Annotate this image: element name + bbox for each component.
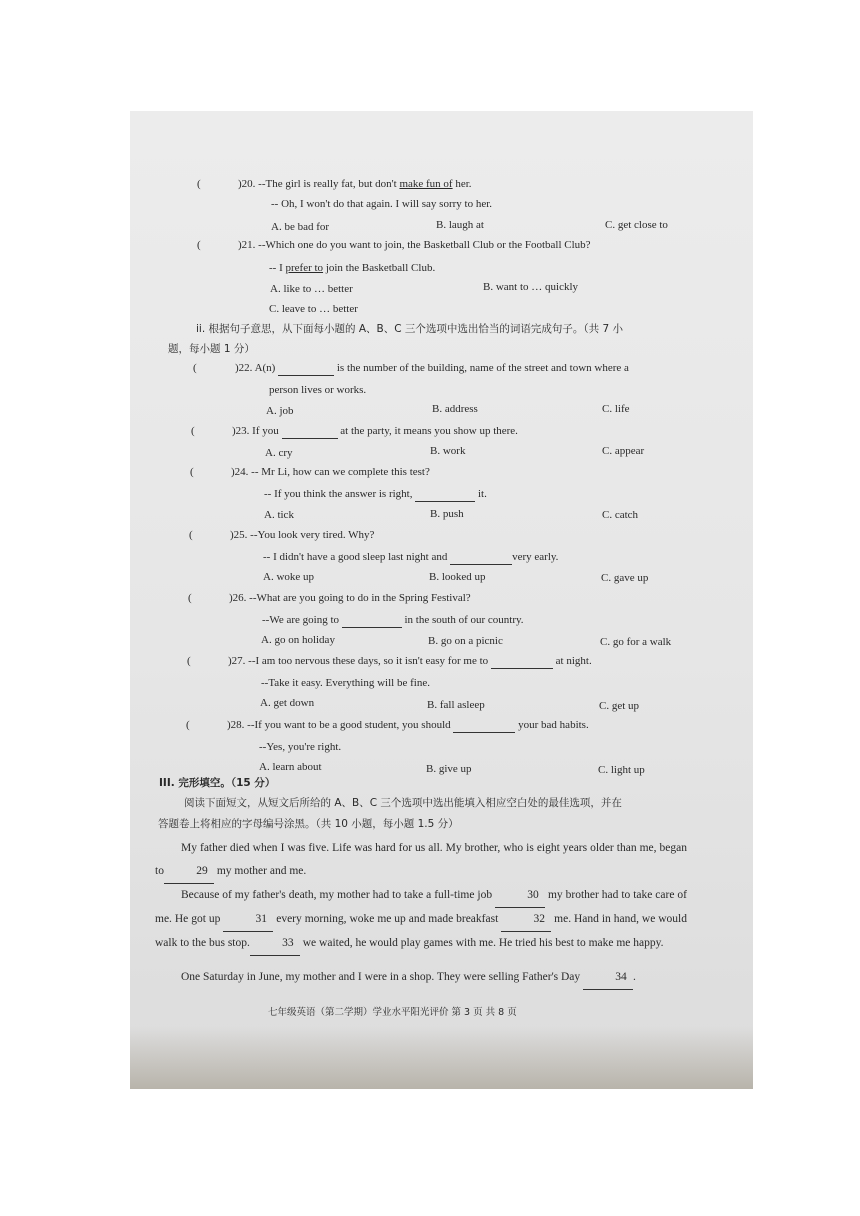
q24-stem-text: -- Mr Li, how can we complete this test? — [251, 466, 430, 478]
q24-stem — [231, 466, 430, 479]
q21-option-a: A. like to … better — [270, 283, 353, 295]
q21-option-c: C. leave to … better — [269, 303, 358, 315]
q20-line2: -- Oh, I won't do that again. I will say sorry to her. — [271, 198, 493, 210]
q27-number: )27. — [228, 655, 246, 667]
q22-stem — [235, 362, 629, 376]
q23-option-c: C. appear — [602, 445, 645, 457]
q27-blank — [491, 655, 553, 669]
q28-stem-start: --If you want to be a good student, you should — [247, 719, 454, 731]
q28-paren: ( — [186, 719, 190, 731]
q20-stem-end: her. — [452, 178, 472, 190]
q27-line2: --Take it easy. Everything will be fine. — [261, 677, 430, 689]
q20-stem-text: --The girl is really fat, but don't — [258, 178, 400, 190]
passage-p2-part-a: Because of my father's death, my mother had to take a full-time job — [181, 889, 496, 901]
q22-line2: person lives or works. — [269, 384, 367, 396]
q28-stem-end: your bad habits. — [515, 719, 589, 731]
q28-line2: --Yes, you're right. — [259, 741, 342, 753]
q20-option-c: C. get close to — [605, 219, 668, 231]
q22-stem-start: A(n) — [254, 362, 279, 374]
q26-stem — [229, 592, 471, 605]
q25-stem — [230, 529, 374, 542]
q22-option-c: C. life — [602, 403, 630, 415]
q24-line2-start: -- If you think the answer is right, — [264, 488, 416, 500]
q21-stem-text: --Which one do you want to join, the Basketball Club or the Football Club? — [258, 239, 591, 251]
q26-paren: ( — [188, 592, 192, 604]
q24-option-a: A. tick — [264, 509, 294, 521]
section-iii-title: III. 完形填空。（15 分） — [159, 777, 276, 789]
passage-paragraph-1 — [155, 837, 687, 884]
q24-paren: ( — [190, 466, 194, 478]
blank-29: 29 — [164, 860, 214, 884]
q25-blank — [450, 551, 512, 565]
passage-paragraph-3 — [155, 966, 687, 990]
q20-number: )20. — [238, 178, 256, 190]
q28-blank — [453, 719, 515, 733]
blank-33: 33 — [250, 932, 300, 956]
passage-p2-part-e: we waited, he would play games with me. He tried his best to make me happy. — [299, 937, 664, 949]
q21-paren: ( — [197, 239, 201, 251]
blank-32: 32 — [501, 908, 551, 932]
q25-number: )25. — [230, 529, 248, 541]
q24-number: )24. — [231, 466, 249, 478]
q27-stem-end: at night. — [552, 655, 592, 667]
passage-p2-part-b: my brother had to take care of me. He got up — [155, 889, 687, 925]
q21-option-b: B. want to … quickly — [483, 281, 579, 293]
q23-paren: ( — [191, 425, 195, 437]
q25-option-c: C. gave up — [601, 572, 649, 584]
q23-stem-start: If you — [252, 425, 282, 437]
blank-31: 31 — [223, 908, 273, 932]
q22-number: )22. — [235, 362, 253, 374]
section-ii-instruction-2: 题，每小题 1 分） — [168, 343, 255, 355]
q27-paren: ( — [187, 655, 191, 667]
q28-number: )28. — [227, 719, 245, 731]
q26-number: )26. — [229, 592, 247, 604]
q25-option-b: B. looked up — [429, 571, 486, 583]
passage-p2-part-d: me. Hand in hand, we would walk to the bus stop. — [155, 913, 687, 949]
passage-paragraph-2 — [155, 884, 687, 956]
passage-p3-start: One Saturday in June, my mother and I were in a shop. They were selling Father's Day — [181, 971, 584, 983]
q25-paren: ( — [189, 529, 193, 541]
q24-option-c: C. catch — [602, 509, 639, 521]
q26-blank — [342, 614, 402, 628]
q25-line2-start: -- I didn't have a good sleep last night and — [263, 551, 451, 563]
section-iii-instruction-1: 阅读下面短文，从短文后所给的 A、B、C 三个选项中选出能填入相应空白处的最佳选项，并在 — [184, 797, 622, 809]
blank-30: 30 — [495, 884, 545, 908]
q24-line2-end: it. — [475, 488, 487, 500]
blank-34: 34 — [583, 966, 633, 990]
q22-blank — [278, 362, 334, 376]
q27-option-a: A. get down — [260, 697, 315, 709]
q23-option-b: B. work — [430, 445, 466, 457]
q26-line2-end: in the south of our country. — [401, 614, 524, 626]
q20-stem — [238, 178, 472, 191]
q27-option-c: C. get up — [599, 700, 640, 712]
q23-stem — [232, 425, 518, 439]
q20-option-a: A. be bad for — [271, 221, 330, 233]
q28-stem — [227, 719, 589, 733]
page-footer: 七年级英语（第二学期）学业水平阳光评价 第 3 页 共 8 页 — [268, 1007, 517, 1018]
q21-line2-end: join the Basketball Club. — [323, 262, 436, 274]
q21-number: )21. — [238, 239, 256, 251]
q22-paren: ( — [193, 362, 197, 374]
q25-option-a: A. woke up — [263, 571, 315, 583]
q27-stem-start: --I am too nervous these days, so it isn't easy for me to — [248, 655, 491, 667]
passage-p1-start: My father died when I was five. Life was hard for us all. My brother, who is eight years older than me, began to — [155, 842, 687, 877]
q21-underlined-phrase: prefer to — [285, 262, 324, 274]
q22-option-a: A. job — [266, 405, 294, 417]
q22-stem-end: is the number of the building, name of the street and town where a — [334, 362, 629, 374]
q21-line2-start: -- I — [269, 262, 286, 274]
q26-option-a: A. go on holiday — [261, 634, 335, 646]
q25-line2 — [263, 551, 558, 565]
q21-line2 — [269, 262, 435, 275]
q28-option-a: A. learn about — [259, 761, 322, 773]
q23-blank — [282, 425, 338, 439]
q21-stem — [238, 239, 591, 252]
q24-option-b: B. push — [430, 508, 464, 520]
q25-line2-end: very early. — [512, 551, 559, 563]
q26-option-b: B. go on a picnic — [428, 635, 503, 647]
q26-line2 — [262, 614, 524, 628]
q22-option-b: B. address — [432, 403, 478, 415]
passage-p3-end: . — [633, 971, 636, 983]
q24-line2 — [264, 488, 487, 502]
q28-option-b: B. give up — [426, 763, 472, 775]
q26-stem-text: --What are you going to do in the Spring Festival? — [249, 592, 471, 604]
q26-line2-start: --We are going to — [262, 614, 342, 626]
q23-stem-end: at the party, it means you show up there. — [337, 425, 518, 437]
q20-paren: ( — [197, 178, 201, 190]
q20-option-b: B. laugh at — [436, 219, 484, 231]
q23-number: )23. — [232, 425, 250, 437]
q25-stem-text: --You look very tired. Why? — [250, 529, 375, 541]
passage-p1-end: my mother and me. — [213, 865, 307, 877]
section-ii-instruction-1: ii. 根据句子意思，从下面每小题的 A、B、C 三个选项中选出恰当的词语完成句子。（共 7 小 — [196, 323, 624, 335]
q28-option-c: C. light up — [598, 764, 645, 776]
q27-stem — [228, 655, 592, 669]
q23-option-a: A. cry — [265, 447, 293, 459]
photo-bottom-shadow — [130, 1027, 753, 1089]
passage-p2-part-c: every morning, woke me up and made breakfast — [273, 913, 502, 925]
section-iii-instruction-2: 答题卷上将相应的字母编号涂黑。（共 10 小题，每小题 1.5 分） — [158, 818, 459, 830]
q26-option-c: C. go for a walk — [600, 636, 672, 648]
q27-option-b: B. fall asleep — [427, 699, 485, 711]
q24-blank — [415, 488, 475, 502]
q20-underlined-phrase: make fun of — [399, 178, 453, 190]
